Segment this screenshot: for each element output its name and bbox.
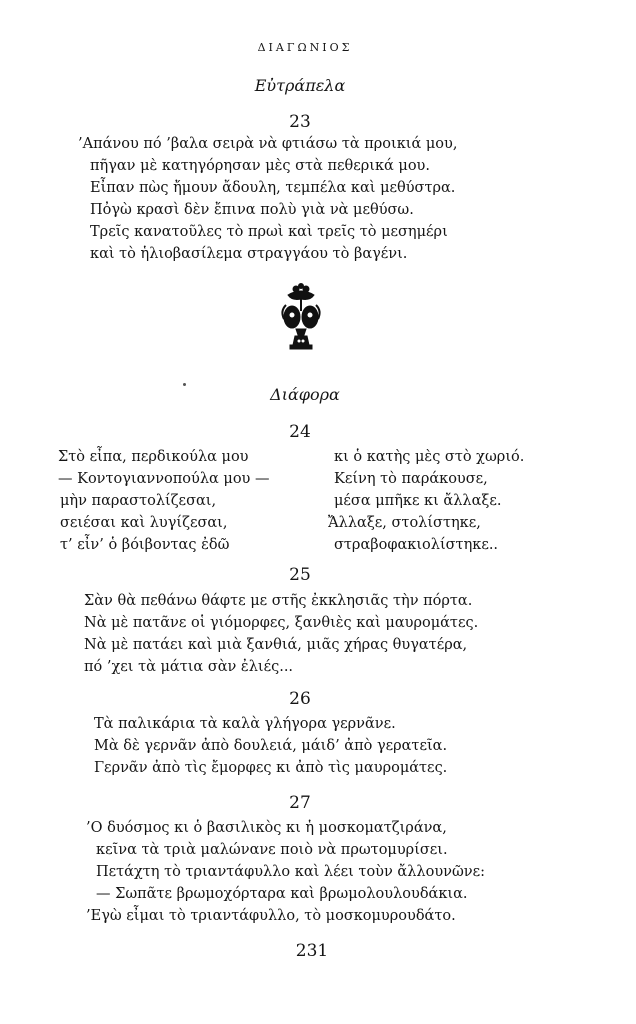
running-head: ΔΙΑΓΩΝΙΟΣ	[257, 41, 353, 54]
poem-25-text	[84, 590, 478, 678]
verse-line: πό ’χει τὰ μάτια σὰν ἐλιές...	[84, 659, 294, 675]
verse-line: στραβοφακιολίστηκε..	[334, 537, 499, 553]
section-title-eutrapela: Εὐτράπελα	[254, 76, 346, 95]
verse-line: Τρεῖς κανατοῦλες τὸ πρωὶ καὶ τρεῖς τὸ μεσημέρι	[90, 224, 448, 240]
verse-line: Τὰ παλικάρια τὰ καλὰ γλήγορα γερνᾶνε.	[94, 716, 396, 732]
poem-number-23: 23	[289, 112, 311, 132]
verse-line: Σὰν θὰ πεθάνω θάφτε με στῆς ἐκκλησιᾶς τὴν πόρτα.	[84, 593, 473, 609]
verse-line: πῆγαν μὲ κατηγόρησαν μὲς στὰ πεθερικά μου.	[90, 158, 430, 174]
verse-line: ’Εγὼ εἶμαι τὸ τριαντάφυλλο, τὸ μοσκομυρουδάτο.	[86, 908, 456, 924]
verse-line: Ἄλλαξε, στολίστηκε,	[328, 515, 481, 531]
verse-line: — Σωπᾶτε βρωμοχόρταρα καὶ βρωμολουλουδάκια.	[96, 886, 468, 902]
verse-line: μὴν παραστολίζεσαι,	[60, 493, 217, 509]
verse-line: καὶ τὸ ἡλιοβασίλεμα στραγγάου τὸ βαγένι.	[90, 246, 408, 262]
verse-line: Νὰ μὲ πατᾶνε οἱ γιόμορφες, ξανθιὲς καὶ μαυρομάτες.	[84, 615, 479, 631]
section-title-diafora: Διάφορα	[270, 385, 340, 404]
verse-line: Μὰ δὲ γερνᾶν ἀπὸ δουλειά, μάιδ’ ἀπὸ γερατεῖα.	[94, 738, 448, 754]
verse-line: ’Απάνου πό ’βαλα σειρὰ νὰ φτιάσω τὰ προικιά μου,	[78, 136, 458, 152]
poem-27-text	[86, 817, 485, 927]
poem-number-26: 26	[289, 689, 311, 709]
verse-line: τ’ εἶν’ ὁ βόιβοντας ἐδῶ	[60, 537, 230, 553]
verse-line: Στὸ εἶπα, περδικούλα μου	[58, 449, 249, 465]
verse-line: Κείνη τὸ παράκουσε,	[334, 471, 488, 487]
poem-26-text	[94, 713, 447, 779]
verse-line: Πετάχτη τὸ τριαντάφυλλο καὶ λέει τοὺν ἄλλουνῶνε:	[96, 864, 485, 880]
poem-23-text	[78, 133, 457, 265]
verse-line: σειέσαι καὶ λυγίζεσαι,	[60, 515, 228, 531]
poem-number-25: 25	[289, 565, 311, 585]
poem-number-24: 24	[289, 422, 311, 442]
verse-line: κεῖνα τὰ τριὰ μαλώνανε ποιὸ νὰ πρωτομυρίσει.	[96, 842, 448, 858]
poem-24-right-column	[328, 446, 524, 556]
verse-line: κι ὁ κατὴς μὲς στὸ χωριό.	[334, 449, 525, 465]
verse-line: Νὰ μὲ πατάει καὶ μιὰ ξανθιά, μιᾶς χήρας θυγατέρα,	[84, 637, 468, 653]
verse-line: Εἶπαν πὼς ἤμουν ἄδουλη, τεμπέλα καὶ μεθύστρα.	[90, 180, 456, 196]
floral-vignette-icon	[276, 283, 326, 353]
poem-24-left-column	[58, 446, 269, 556]
verse-line: Πὀγὼ κρασὶ δὲν ἔπινα πολὺ γιὰ νὰ μεθύσω.	[90, 202, 414, 218]
page-number: 231	[295, 941, 329, 961]
verse-line: — Κοντογιαννοπούλα μου —	[58, 471, 270, 487]
poem-number-27: 27	[289, 793, 311, 813]
verse-line: Γερνᾶν ἀπὸ τὶς ἔμορφες κι ἀπὸ τὶς μαυρομάτες.	[94, 760, 448, 776]
verse-line: ’Ο δυόσμος κι ὁ βασιλικὸς κι ἡ μοσκοματζιράνα,	[86, 820, 447, 836]
verse-line: μέσα μπῆκε κι ἄλλαξε.	[334, 493, 502, 509]
